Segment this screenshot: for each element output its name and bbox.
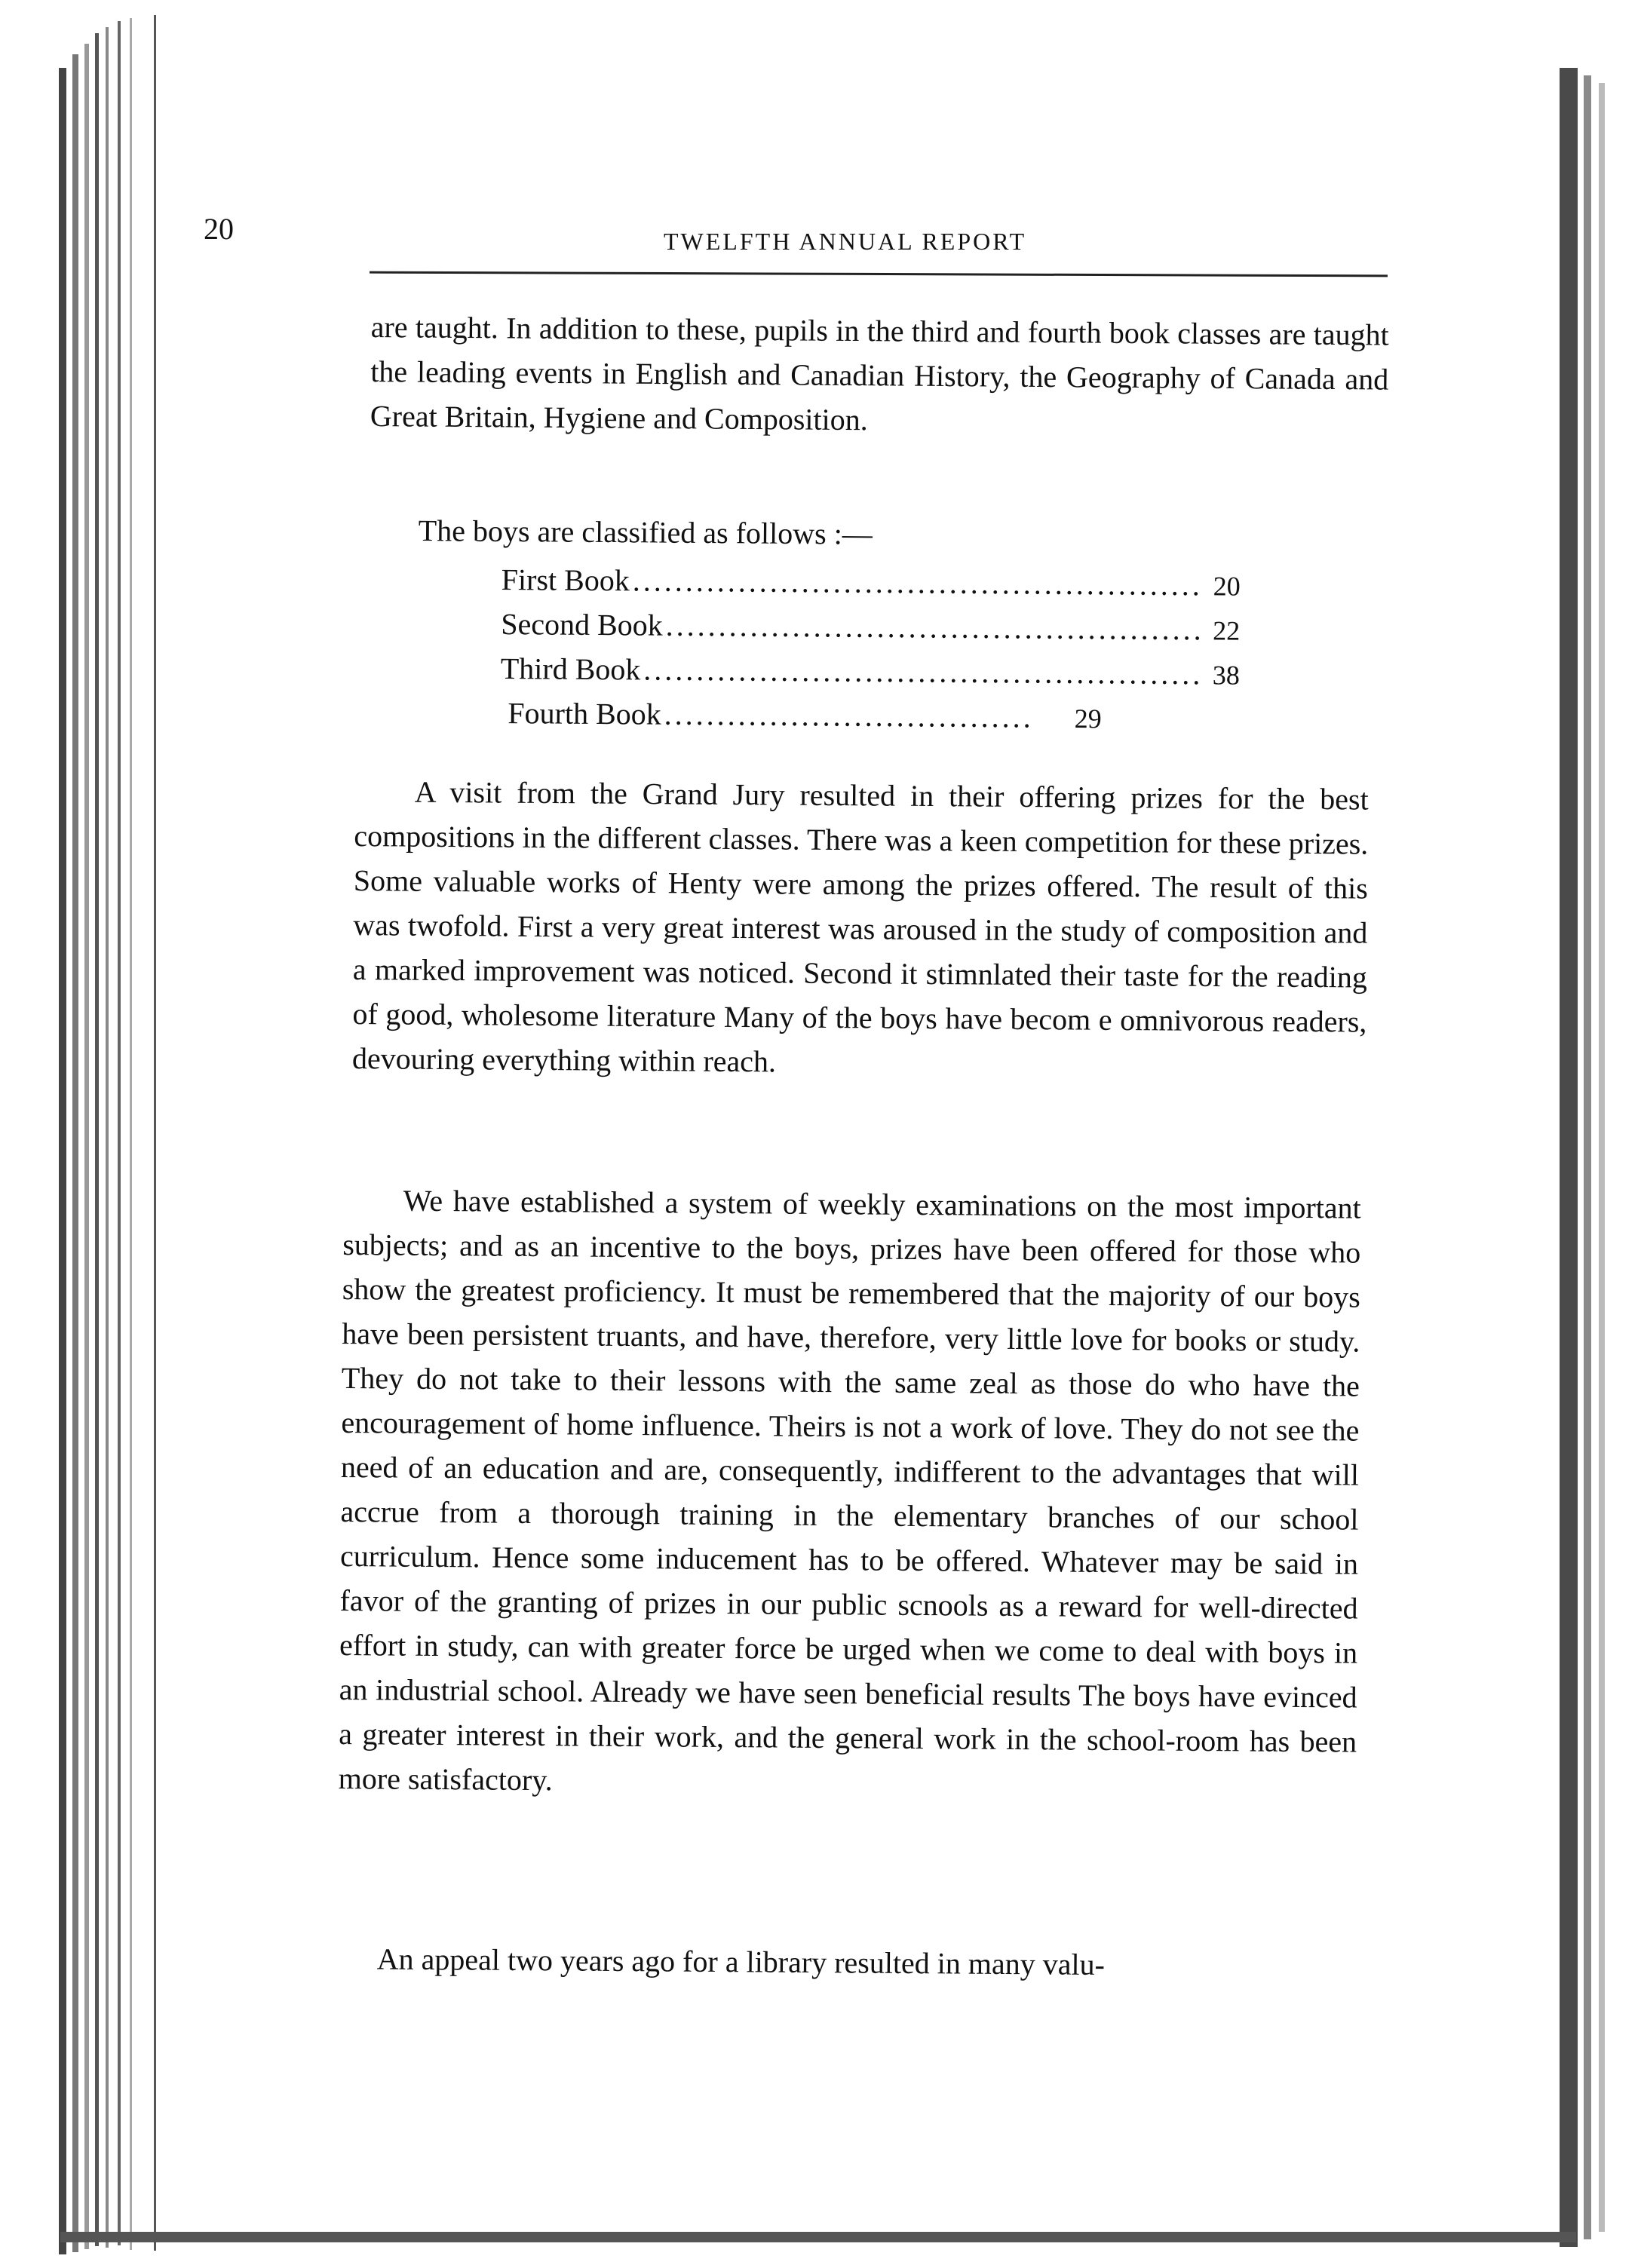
class-count: 38 (1212, 660, 1240, 691)
classification-intro (419, 508, 1022, 557)
book-edge (60, 2232, 1576, 2242)
class-name: Second Book (501, 606, 663, 642)
book-edge (95, 33, 99, 2246)
indent (354, 801, 415, 802)
paragraph (332, 1936, 1327, 1988)
class-row (501, 602, 1240, 653)
book-edge (59, 68, 66, 2254)
book-edge (1584, 75, 1591, 2239)
leader-dots (666, 604, 1203, 652)
paragraph-text: A visit from the Grand Jury resulted in their offering prizes for the best compositions in the different classes. There was a keen competition for these prizes. Some valuable works of Henty were among the prizes offered. The result of this was twofold. First a very great interest was aroused in the study of composition and a marked improvement was noticed. Second it stimnlated their taste for the reading of good, wholesome literature Many of the boys have becom e omnivorous readers, devouring everything within reach. (351, 774, 1369, 1079)
paragraph (339, 1178, 1361, 1809)
paragraph-text: We have established a system of weekly examinations on the most important subjects; and as an incentive to the boys, prizes have been offered for those who show the greatest proficiency. It must be remembered that the majority of our boys have been persistent truants, and have, therefore, very little love for books or study. They do not take to their lessons with the same zeal as those do who have the encouragement of home influence. Theirs is not a work of love. They do not see the need of an education and are, consequently, indifferent to the advantages that will accrue from a thorough training in the elementary branches of our school curriculum. Hence some inducement has to be offered. Whatever may be said in favor of the granting of prizes in our public scnools as a reward for well-directed effort in study, can with greater force be urged when we come to deal with boys in an industrial school. Already we have seen beneficial results The boys have evinced a greater interest in their work, and the general work in the school-room has been more satisfactory. (338, 1183, 1361, 1798)
book-edge (84, 44, 89, 2249)
class-count: 29 (1074, 703, 1102, 734)
class-count: 20 (1213, 571, 1241, 602)
paragraph (352, 769, 1369, 1089)
book-edge (118, 21, 121, 2245)
book-edge (72, 54, 78, 2252)
book-edge (106, 27, 109, 2248)
class-row (502, 558, 1241, 608)
book-edge (1560, 68, 1578, 2247)
book-edge (130, 18, 132, 2250)
indent (343, 1210, 403, 1211)
class-row (508, 691, 1239, 742)
running-title: TWELFTH ANNUAL REPORT (664, 228, 1027, 255)
book-edge (154, 15, 156, 2251)
leader-dots (643, 648, 1202, 696)
class-name: Fourth Book (508, 696, 661, 731)
class-count: 22 (1213, 615, 1241, 646)
leader-dots (664, 693, 1034, 740)
book-edge (1599, 83, 1605, 2232)
class-name: Third Book (500, 651, 641, 687)
leader-dots (633, 559, 1203, 607)
paragraph-text: An appeal two years ago for a library resulted in many valu- (376, 1942, 1106, 1982)
class-row (501, 647, 1240, 697)
classification-intro-text: The boys are classified as follows :— (418, 513, 873, 551)
paragraph-text: are taught. In addition to these, pupils in the third and fourth book classes are taught the leading events in English and Canadian History, the Geography of Canada and Great Britain, Hygiene and Composition. (370, 309, 1389, 437)
paragraph (370, 305, 1389, 446)
class-list (500, 558, 1241, 742)
page-number: 20 (204, 212, 234, 246)
class-name: First Book (501, 562, 630, 598)
